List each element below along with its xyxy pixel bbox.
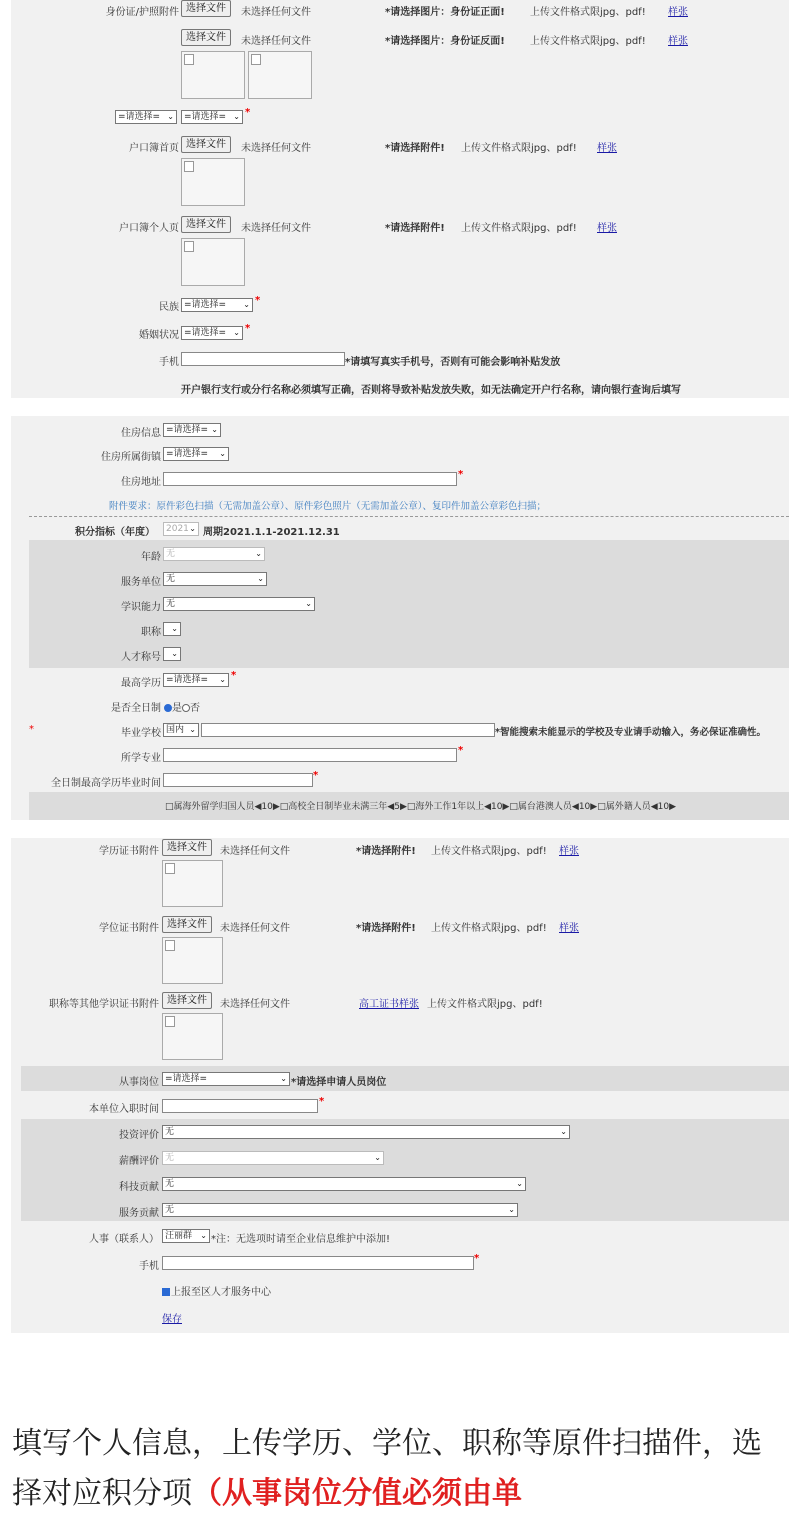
id-back-file-status: 未选择任何文件 [241, 36, 311, 47]
required-mark: * [458, 745, 464, 756]
hukou-person-file-status: 未选择任何文件 [241, 223, 311, 234]
hukou-first-preview-image [181, 158, 245, 206]
chevron-down-icon: ⌄ [200, 1231, 207, 1240]
required-mark: * [474, 1253, 480, 1264]
bachelor-cert-preview-image [162, 937, 223, 984]
fulltime-no-radio[interactable] [182, 704, 190, 712]
fulltime-label: 是否全日制 [111, 703, 161, 714]
degree-cert-label: 学历证书附件 [99, 846, 159, 857]
hukou-person-choose-button[interactable]: 选择文件 [181, 216, 231, 233]
title-cert-sample-link[interactable]: 高工证书样张 [359, 999, 419, 1010]
salary-label: 薪酬评价 [119, 1156, 159, 1167]
id-back-sample-link[interactable]: 样张 [668, 36, 688, 47]
service-unit-label: 服务单位 [121, 577, 161, 588]
major-label: 所学专业 [121, 753, 161, 764]
score-period: 周期2021.1.1-2021.12.31 [203, 527, 340, 538]
required-mark: * [231, 670, 237, 681]
certificates-panel [11, 838, 789, 1333]
housing-score-panel [11, 416, 789, 820]
report-checkbox-label: 上报至区人才服务中心 [171, 1287, 271, 1298]
degree-cert-preview-image [162, 860, 223, 907]
salary-select[interactable] [162, 1151, 384, 1165]
edu-label: 最高学历 [121, 678, 161, 689]
hukou-person-note: *请选择附件! [385, 223, 445, 234]
invest-label: 投资评价 [119, 1130, 159, 1141]
id-type-select-value: =请选择= [118, 112, 161, 122]
housing-street-label: 住房所属街镇 [101, 452, 161, 463]
id-back-preview-image [248, 51, 312, 99]
service-contribution-select-value: 无 [165, 1205, 175, 1215]
required-mark: * [319, 1096, 325, 1107]
caption-emphasis: （从事岗位分值必须由单 [192, 1476, 522, 1511]
knowledge-select[interactable] [163, 597, 315, 611]
bachelor-cert-label: 学位证书附件 [99, 923, 159, 934]
personal-info-panel [11, 0, 789, 398]
position-note: *请选择申请人员岗位 [291, 1077, 387, 1088]
school-note: *智能搜索未能显示的学校及专业请手动输入，务必保证准确性。 [495, 727, 766, 738]
invest-select[interactable] [162, 1125, 570, 1139]
required-mark: * [255, 295, 261, 306]
housing-street-select-value: =请选择= [166, 449, 209, 459]
chevron-down-icon: ⌄ [233, 112, 240, 121]
housing-info-label: 住房信息 [121, 428, 161, 439]
chevron-down-icon: ⌄ [211, 425, 218, 434]
school-input[interactable] [201, 723, 495, 737]
service-contribution-label: 服务贡献 [119, 1208, 159, 1219]
chevron-down-icon: ⌄ [280, 1074, 287, 1083]
hr-phone-input[interactable] [162, 1256, 474, 1270]
service-unit-select[interactable] [163, 572, 267, 586]
school-label: 毕业学校 [121, 728, 161, 739]
age-select[interactable] [163, 547, 265, 561]
chevron-down-icon: ⌄ [189, 725, 196, 734]
caption-text: 填写个人信息，上传学历、学位、职称等原件扫描件，选择对应积分项 [12, 1426, 762, 1511]
bachelor-cert-sample-link[interactable]: 样张 [559, 923, 579, 934]
chevron-down-icon: ⌄ [171, 649, 178, 658]
id-attachment-label: 身份证/护照附件 [105, 7, 179, 18]
degree-cert-note: *请选择附件! [356, 846, 416, 857]
chevron-down-icon: ⌄ [560, 1127, 567, 1136]
hukou-person-preview-image [181, 238, 245, 286]
hukou-first-format: 上传文件格式限jpg、pdf! [461, 143, 577, 154]
tech-label: 科技贡献 [119, 1182, 159, 1193]
grad-time-input[interactable] [163, 773, 313, 787]
score-year-value: 2021 [166, 524, 189, 534]
chevron-down-icon: ⌄ [516, 1179, 523, 1188]
bachelor-cert-choose-button[interactable]: 选择文件 [162, 916, 212, 933]
marital-select-value: =请选择= [184, 328, 227, 338]
hr-contact-select[interactable] [162, 1229, 210, 1243]
required-mark: * [313, 770, 319, 781]
chevron-down-icon: ⌄ [255, 549, 262, 558]
tech-select[interactable] [162, 1177, 526, 1191]
id-type-select[interactable] [115, 110, 177, 124]
hr-contact-label: 人事（联系人） [89, 1234, 159, 1245]
join-time-input[interactable] [162, 1099, 318, 1113]
housing-address-label: 住房地址 [121, 477, 161, 488]
report-checkbox[interactable] [162, 1288, 170, 1296]
chevron-down-icon: ⌄ [508, 1205, 515, 1214]
bachelor-cert-file-status: 未选择任何文件 [220, 923, 290, 934]
title-label: 职称 [141, 627, 161, 638]
position-select-value: =请选择= [165, 1074, 208, 1084]
score-year-select[interactable] [163, 522, 199, 536]
phone-label: 手机 [159, 357, 179, 368]
chevron-down-icon: ⌄ [305, 599, 312, 608]
knowledge-select-value: 无 [166, 599, 176, 609]
invest-select-value: 无 [165, 1127, 175, 1137]
title-cert-format: 上传文件格式限jpg、pdf! [427, 999, 543, 1010]
position-label: 从事岗位 [119, 1077, 159, 1088]
position-select[interactable] [162, 1072, 290, 1086]
chevron-down-icon: ⌄ [171, 624, 178, 633]
chevron-down-icon: ⌄ [233, 328, 240, 337]
id-front-preview-image [181, 51, 245, 99]
join-time-label: 本单位入职时间 [89, 1104, 159, 1115]
score-index-label: 积分指标（年度） [75, 527, 155, 538]
bachelor-cert-note: *请选择附件! [356, 923, 416, 934]
talent-select[interactable] [163, 647, 181, 661]
ethnicity-label: 民族 [159, 302, 179, 313]
age-label: 年龄 [141, 552, 161, 563]
phone-note: *请填写真实手机号，否则有可能会影响补贴发放 [345, 357, 561, 368]
phone-input[interactable] [181, 352, 345, 366]
chevron-down-icon: ⌄ [189, 524, 196, 533]
knowledge-label: 学识能力 [121, 602, 161, 613]
bachelor-cert-format: 上传文件格式限jpg、pdf! [431, 923, 547, 934]
divider [29, 516, 789, 517]
fulltime-yes-radio[interactable] [164, 704, 172, 712]
required-mark: * [458, 469, 464, 480]
housing-address-input[interactable] [163, 472, 457, 486]
edu-select[interactable] [163, 673, 229, 687]
title-cert-choose-button[interactable]: 选择文件 [162, 992, 212, 1009]
id-front-sample-link[interactable]: 样张 [668, 7, 688, 18]
id-front-note: *请选择图片：身份证正面! [385, 7, 505, 18]
hr-contact-select-value: 汪丽群 [165, 1231, 193, 1241]
id-subtype-select-value: =请选择= [184, 112, 227, 122]
id-front-choose-button[interactable]: 选择文件 [181, 0, 231, 17]
housing-street-select[interactable] [163, 447, 229, 461]
hukou-first-file-status: 未选择任何文件 [241, 143, 311, 154]
fulltime-yes-label: 是 [172, 703, 182, 714]
chevron-down-icon: ⌄ [219, 675, 226, 684]
title-cert-preview-image [162, 1013, 223, 1060]
hukou-first-label: 户口簿首页 [129, 143, 179, 154]
required-mark: * [245, 107, 251, 118]
marital-select[interactable] [181, 326, 243, 340]
title-cert-label: 职称等其他学识证书附件 [49, 999, 159, 1010]
save-link[interactable]: 保存 [162, 1314, 182, 1325]
salary-select-value: 无 [165, 1153, 175, 1163]
id-back-format: 上传文件格式限jpg、pdf! [530, 36, 646, 47]
ethnicity-select[interactable] [181, 298, 253, 312]
hukou-person-sample-link[interactable]: 样张 [597, 223, 617, 234]
id-back-choose-button[interactable]: 选择文件 [181, 29, 231, 46]
ethnicity-select-value: =请选择= [184, 300, 227, 310]
school-region-select[interactable] [163, 723, 199, 737]
service-contribution-select[interactable] [162, 1203, 518, 1217]
required-mark: * [245, 323, 251, 334]
title-select[interactable] [163, 622, 181, 636]
service-unit-select-value: 无 [166, 574, 176, 584]
grad-time-label: 全日制最高学历毕业时间 [51, 778, 161, 789]
marital-label: 婚姻状况 [139, 330, 179, 341]
hukou-first-choose-button[interactable]: 选择文件 [181, 136, 231, 153]
age-select-value: 无 [166, 549, 176, 559]
degree-cert-sample-link[interactable]: 样张 [559, 846, 579, 857]
chevron-down-icon: ⌄ [167, 112, 174, 121]
fulltime-radio-group [164, 699, 200, 714]
bank-warning: 开户银行支行或分行名称必须填写正确，否则将导致补贴发放失败，如无法确定开户行名称，请向银行查询后填写 [181, 385, 681, 396]
id-front-format: 上传文件格式限jpg、pdf! [530, 7, 646, 18]
hukou-first-sample-link[interactable]: 样张 [597, 143, 617, 154]
degree-cert-format: 上传文件格式限jpg、pdf! [431, 846, 547, 857]
edu-select-value: =请选择= [166, 675, 209, 685]
chevron-down-icon: ⌄ [257, 574, 264, 583]
report-checkbox-row[interactable] [162, 1283, 271, 1298]
hr-contact-note: *注：无选项时请至企业信息维护中添加! [211, 1234, 391, 1245]
id-front-file-status: 未选择任何文件 [241, 7, 311, 18]
hukou-first-note: *请选择附件! [385, 143, 445, 154]
school-region-value: 国内 [166, 725, 185, 735]
fulltime-no-label: 否 [190, 703, 200, 714]
hr-phone-label: 手机 [139, 1261, 159, 1272]
title-cert-file-status: 未选择任何文件 [220, 999, 290, 1010]
hukou-person-label: 户口簿个人页 [119, 223, 179, 234]
degree-cert-file-status: 未选择任何文件 [220, 846, 290, 857]
attachment-requirements: 附件要求：原件彩色扫描（无需加盖公章）、原件彩色照片（无需加盖公章）、复印件加盖公章彩色扫描； [109, 501, 547, 512]
talent-label: 人才称号 [121, 652, 161, 663]
housing-info-select-value: =请选择= [166, 425, 209, 435]
tech-select-value: 无 [165, 1179, 175, 1189]
id-back-note: *请选择图片：身份证反面! [385, 36, 505, 47]
chevron-down-icon: ⌄ [374, 1153, 381, 1162]
hukou-person-format: 上传文件格式限jpg、pdf! [461, 223, 577, 234]
article-caption [12, 1419, 788, 1519]
required-mark: * [29, 724, 34, 735]
chevron-down-icon: ⌄ [243, 300, 250, 309]
id-subtype-select[interactable] [181, 110, 243, 124]
major-input[interactable] [163, 748, 457, 762]
chevron-down-icon: ⌄ [219, 449, 226, 458]
degree-cert-choose-button[interactable]: 选择文件 [162, 839, 212, 856]
housing-info-select[interactable] [163, 423, 221, 437]
bonus-items[interactable]: □属海外留学归国人员◀10▶□高校全日制毕业未满三年◀5▶□海外工作1年以上◀10▶□属台港澳人员◀10▶□属外籍人员◀10▶ [165, 802, 676, 812]
